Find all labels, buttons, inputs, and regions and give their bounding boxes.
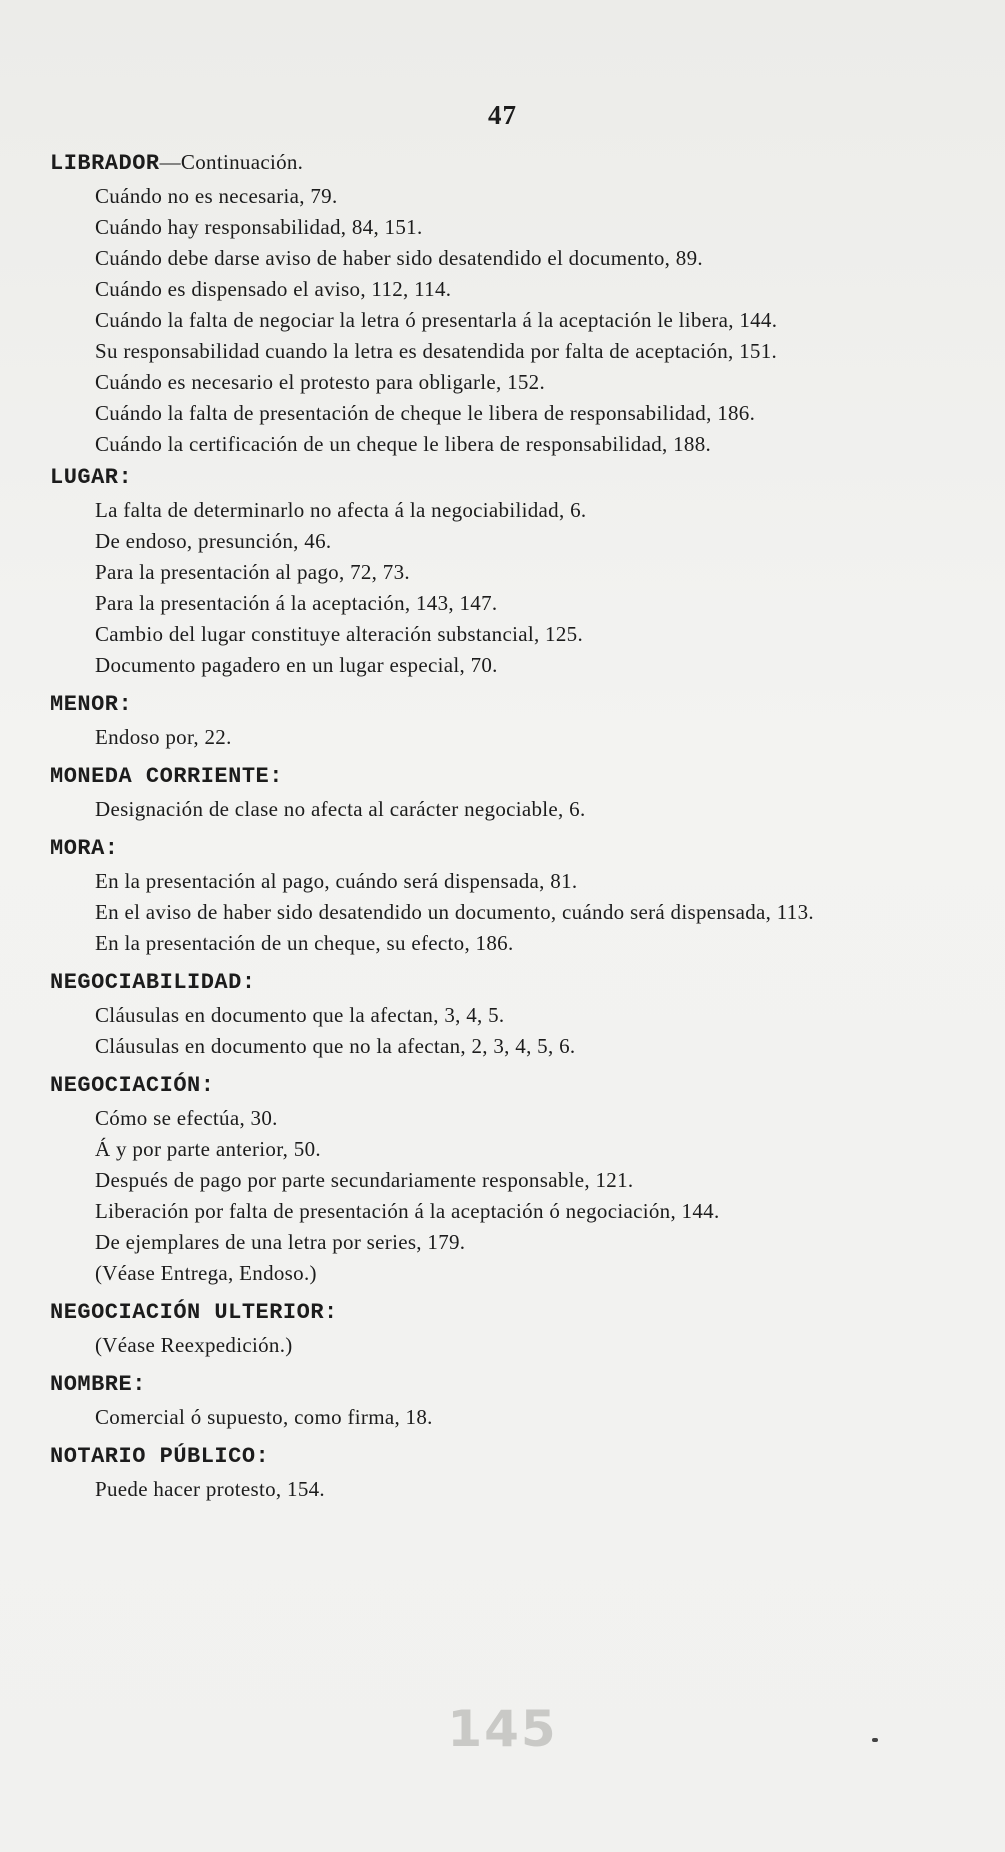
sub-entries: [50, 722, 955, 753]
sub-entry: Puede hacer protesto, 154.: [95, 1477, 325, 1501]
sub-entries: [50, 1474, 955, 1505]
heading-text: LIBRADOR: [50, 151, 160, 176]
index-entry-notario-publico: [50, 1439, 955, 1505]
sub-entry: Cuándo la certificación de un cheque le libera de responsabilidad, 188.: [95, 432, 712, 456]
sub-entry: Cambio del lugar constituye alteración substancial, 125.: [95, 622, 584, 646]
sub-entry: De endoso, presunción, 46.: [95, 529, 332, 553]
index-entry-mora: [50, 831, 955, 959]
entry-heading: NOTARIO PÚBLICO:: [50, 1444, 270, 1469]
sub-entry: Liberación por falta de presentación á la aceptación ó negociación, 144.: [95, 1199, 720, 1223]
entry-heading: NEGOCIABILIDAD:: [50, 970, 256, 995]
sub-entry: Después de pago por parte secundariamente responsable, 121.: [95, 1168, 634, 1192]
sub-entry-cross-reference: (Véase Entrega, Endoso.): [95, 1261, 317, 1285]
sub-entry: La falta de determinarlo no afecta á la negociabilidad, 6.: [95, 498, 587, 522]
sub-entry: Para la presentación á la aceptación, 143, 147.: [95, 591, 498, 615]
sub-entry: Cuándo hay responsabilidad, 84, 151.: [95, 215, 423, 239]
index-entry-negociabilidad: [50, 965, 955, 1062]
sub-entry: En la presentación de un cheque, su efecto, 186.: [95, 931, 514, 955]
sub-entries: [50, 1402, 955, 1433]
sub-entry: Designación de clase no afecta al carácter negociable, 6.: [95, 797, 586, 821]
sub-entries: [50, 1000, 955, 1062]
sub-entries: [50, 866, 955, 959]
entry-heading: MONEDA CORRIENTE:: [50, 764, 283, 789]
sub-entry: Para la presentación al pago, 72, 73.: [95, 560, 410, 584]
sub-entry: Cuándo la falta de negociar la letra ó presentarla á la aceptación le libera, 144.: [95, 308, 778, 332]
sub-entry: Comercial ó supuesto, como firma, 18.: [95, 1405, 433, 1429]
sub-entry: Á y por parte anterior, 50.: [95, 1137, 321, 1161]
entry-heading: LUGAR:: [50, 465, 133, 490]
index-entry-menor: [50, 687, 955, 753]
sub-entry: Cuándo es necesario el protesto para obligarle, 152.: [95, 370, 546, 394]
sub-entry: Cláusulas en documento que no la afectan, 2, 3, 4, 5, 6.: [95, 1034, 576, 1058]
entry-heading: MENOR:: [50, 692, 133, 717]
sub-entry: Cuándo es dispensado el aviso, 112, 114.: [95, 277, 452, 301]
entry-heading: MORA:: [50, 836, 119, 861]
sub-entry: Documento pagadero en un lugar especial, 70.: [95, 653, 498, 677]
sub-entry: En el aviso de haber sido desatendido un documento, cuándo será dispensada, 113.: [95, 900, 814, 924]
sub-entry: Cuándo debe darse aviso de haber sido desatendido el documento, 89.: [95, 246, 703, 270]
entry-heading: NEGOCIACIÓN ULTERIOR:: [50, 1300, 338, 1325]
sub-entries: [50, 495, 955, 681]
sub-entry: Endoso por, 22.: [95, 725, 232, 749]
sub-entry: Su responsabilidad cuando la letra es desatendida por falta de aceptación, 151.: [95, 339, 778, 363]
index-list: [50, 145, 955, 1505]
index-entry-librador: [50, 145, 955, 460]
sub-entry: Cuándo no es necesaria, 79.: [95, 184, 338, 208]
index-entry-negociacion-ulterior: [50, 1295, 955, 1361]
sub-entries: [50, 1103, 955, 1289]
index-entry-negociacion: [50, 1068, 955, 1289]
print-speck: [872, 1738, 878, 1742]
entry-heading: NOMBRE:: [50, 1372, 146, 1397]
entry-heading: NEGOCIACIÓN:: [50, 1073, 215, 1098]
continuation-note: —Continuación.: [159, 150, 304, 174]
sub-entry: En la presentación al pago, cuándo será dispensada, 81.: [95, 869, 578, 893]
sub-entry: Cómo se efectúa, 30.: [95, 1106, 278, 1130]
index-entry-lugar: [50, 460, 955, 681]
sub-entry-cross-reference: (Véase Reexpedición.): [95, 1333, 293, 1357]
index-entry-nombre: [50, 1367, 955, 1433]
sub-entries: [50, 1330, 955, 1361]
sub-entry: De ejemplares de una letra por series, 179.: [95, 1230, 466, 1254]
entry-heading: [50, 145, 955, 181]
index-entry-moneda-corriente: [50, 759, 955, 825]
sub-entries: [50, 181, 955, 460]
sub-entry: Cláusulas en documento que la afectan, 3, 4, 5.: [95, 1003, 505, 1027]
sub-entry: Cuándo la falta de presentación de cheque le libera de responsabilidad, 186.: [95, 401, 756, 425]
sub-entries: [50, 794, 955, 825]
archive-stamp-number: 145: [447, 1700, 558, 1758]
page-number: 47: [488, 100, 517, 130]
